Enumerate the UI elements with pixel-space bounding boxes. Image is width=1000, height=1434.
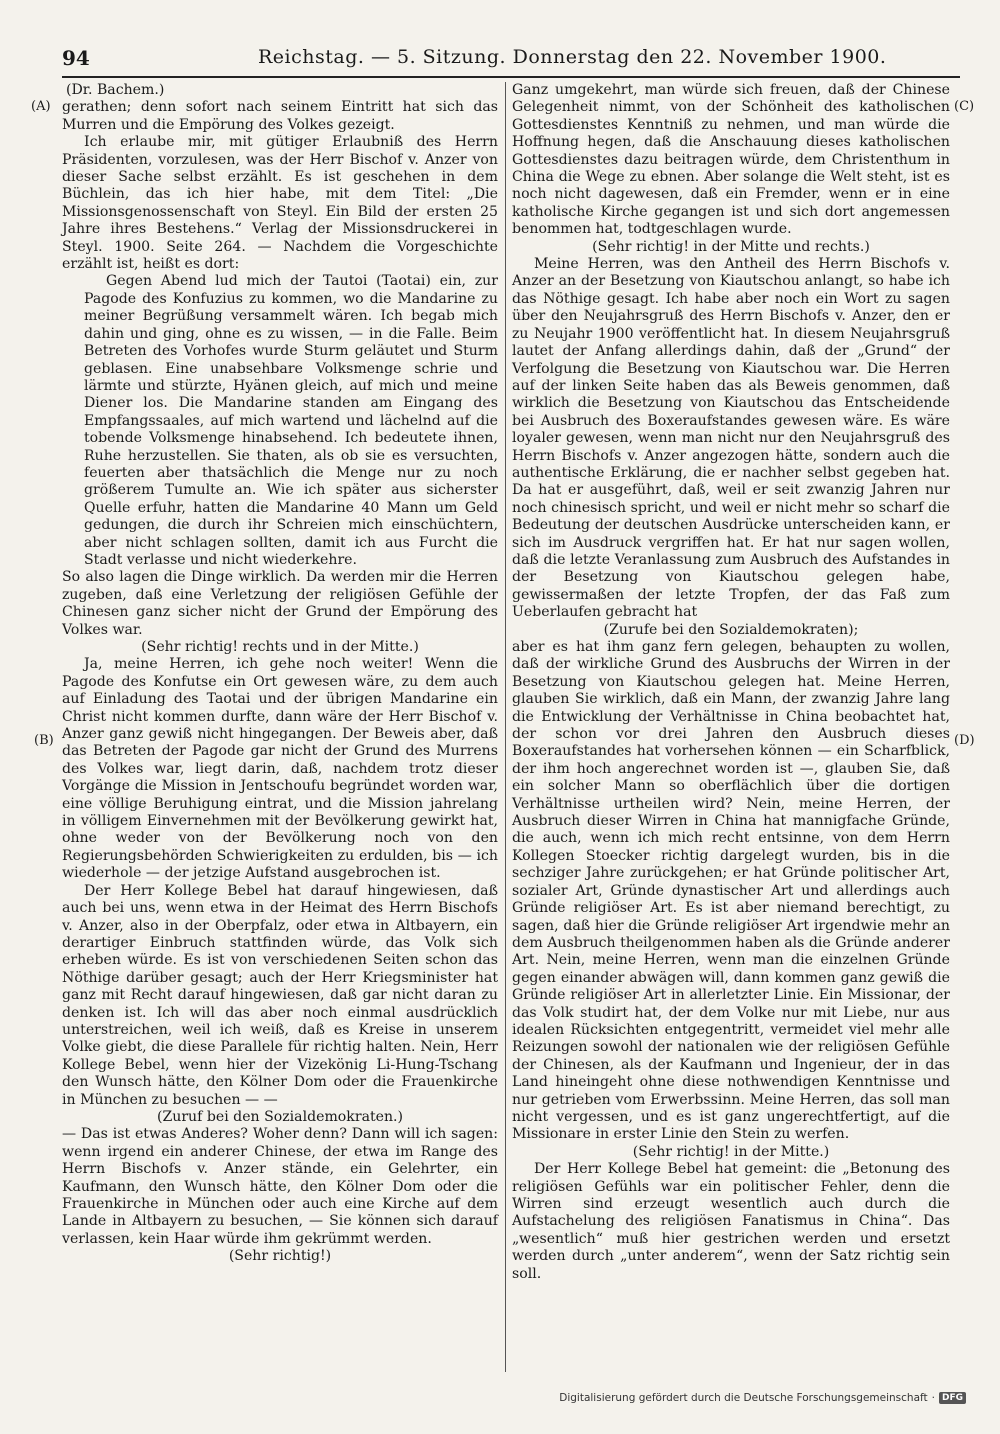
margin-mark-d: (D) xyxy=(954,733,975,748)
right-column xyxy=(512,82,950,1283)
margin-mark-b: (B) xyxy=(34,733,54,748)
paragraph: Meine Herren, was den Antheil des Herrn Bischofs v. Anzer an der Besetzung von Kiautschou anlangt, so habe ich das Nöthige gesagt. Ich habe aber noch ein Wort zu sagen über den Neujahrsgruß des Herrn Bischofs v. Anzer, den er zu Neujahr 1900 veröffentlicht hat. In diesem Neujahrsgruß lautet der Anfang allerdings dahin, daß der „Grund“ der Verfolgung die Besetzung von Kiautschou war. Die Herren auf der linken Seite haben das als Beweis genommen, daß wirklich die Besetzung von Kiautschou das Entscheidende bei Ausbruch des Boxeraufstandes gewesen wäre. Es wäre loyaler gewesen, wenn man nicht nur den Neujahrsgruß des Herrn Bischofs v. Anzer angezogen hätte, sondern auch die authentische Erklärung, die er nachher selbst gegeben hat. Da hat er ausgeführt, daß, weil er seit zwanzig Jahren nur noch chinesisch spricht, und weil er nicht mehr so scharf die Bedeutung der deutschen Ausdrücke unterscheiden kann, er sich im Ausdruck vergriffen hat. Er hat nur sagen wollen, daß die letzte Veranlassung zum Ausbruch des Aufstandes in der Besetzung von Kiautschou gelegen habe, gewissermaßen der letzte Tropfen, der das Faß zum Ueberlaufen gebracht hat xyxy=(512,256,950,621)
page-number: 94 xyxy=(62,46,90,70)
paragraph: So also lagen die Dinge wirklich. Da werden mir die Herren zugeben, daß eine Verletzung der religiösen Gefühle der Chinesen ganz sicher nicht der Grund der Empörung des Volkes war. xyxy=(62,569,498,638)
margin-mark-c: (C) xyxy=(954,99,975,114)
interjection: (Zuruf bei den Sozialdemokraten.) xyxy=(156,1108,404,1125)
interjection: (Sehr richtig! in der Mitte.) xyxy=(632,1143,830,1160)
paragraph: Ja, meine Herren, ich gehe noch weiter! Wenn die Pagode des Konfutse ein Ort gewesen wäre, zu dem auch auf Einladung des Taotai und der übrigen Mandarine ein Christ nicht kommen durfte, dann wäre der Herr Bischof v. Anzer ganz gewiß nicht hingegangen. Der Beweis aber, daß das Betreten der Pagode gar nicht der Grund des Murrens des Volkes war, liegt darin, daß, nachdem trotz dieser Vorgänge die Mission in Jentschoufu begründet worden war, eine völlige Beruhigung eintrat, und die Mission jahrelang in völligem Einvernehmen mit der Bevölkerung gewirkt hat, ohne weder von der Bevölkerung noch von den Regierungsbehörden Schwierigkeiten zu erdulden, bis — ich wiederhole — der jetzige Aufstand ausgebrochen ist. xyxy=(62,656,498,882)
interjection: (Zurufe bei den Sozialdemokraten); xyxy=(603,621,859,638)
quotation: Gegen Abend lud mich der Tautoi (Taotai) ein, zur Pagode des Konfuzius zu kommen, wo die Mandarine zu meiner Begrüßung versammelt wären. Ich begab mich dahin und ging, ohne es zu wissen, — in die Falle. Beim Betreten des Vorhofes wurde Sturm geläutet und Sturm geblasen. Eine unabsehbare Volksmenge schrie und lärmte und stürzte, Hyänen gleich, auf mich und meine Diener los. Die Mandarine standen am Eingang des Empfangssaales, auf mich wartend und lächelnd auf die tobende Volksmenge hinabsehend. Ich bedeutete ihnen, Ruhe herzustellen. Sie thaten, als ob sie es versuchten, feuerten aber thatsächlich die Menge nur zu noch größerem Tumulte an. Wie ich später aus sicherster Quelle erfuhr, hatten die Mandarine 40 Mann um Geld gedungen, die durch ihr Schreien mich einschüchtern, aber nicht schlagen sollten, damit ich aus Furcht die Stadt verlasse und nicht wiederkehre. xyxy=(84,273,498,568)
running-title: Reichstag. — 5. Sitzung. Donnerstag den 22. November 1900. xyxy=(258,46,887,68)
page-footer xyxy=(559,1392,966,1404)
paragraph: Der Herr Kollege Bebel hat gemeint: die „Betonung des religiösen Gefühls war ein politischer Fehler, denn die Wirren sind erzeugt wesentlich auch durch die Aufstachelung des religiösen Fanatismus in China“. Das „wesentlich“ muß hier gestrichen werden und ersetzt werden durch „unter anderem“, wenn der Satz richtig sein soll. xyxy=(512,1161,950,1282)
separator-dot: · xyxy=(931,1392,935,1404)
paragraph: — Das ist etwas Anderes? Woher denn? Dann will ich sagen: wenn irgend ein anderer Chinese, der etwa im Range des Herrn Bischofs v. Anzer stände, ein Gelehrter, ein Kaufmann, den Wunsch hätte, den Kölner Dom oder die Frauenkirche in München oder auch eine Kirche auf dem Lande in Altbayern zu besuchen, — Sie können sich darauf verlassen, kein Haar würde ihm gekrümmt werden. xyxy=(62,1126,498,1247)
paragraph: Ich erlaube mir, mit gütiger Erlaubniß des Herrn Präsidenten, vorzulesen, was der Herr Bischof v. Anzer von dieser Sache selbst erzählt. Es ist geschehen in dem Büchlein, das ich hier habe, mit dem Titel: „Die Missionsgenossenschaft von Steyl. Ein Bild der ersten 25 Jahre ihres Bestehens.“ Verlag der Missionsdruckerei in Steyl. 1900. Seite 264. — Nachdem die Vorgeschichte erzählt ist, heißt es dort: xyxy=(62,134,498,273)
paragraph: aber es hat ihm ganz fern gelegen, behaupten zu wollen, daß der wirkliche Grund des Ausbruchs der Wirren in der Besetzung von Kiautschou gelegen hat. Meine Herren, glauben Sie wirklich, daß ein Mann, der zwanzig Jahre lang die Entwicklung der Verhältnisse in China beobachtet hat, der schon vor drei Jahren den Ausbruch dieses Boxeraufstandes hat vorhersehen können — ein Scharfblick, der ihm hoch angerechnet worden ist —, glauben Sie, daß ein solcher Mann so oberflächlich über die dortigen Verhältnisse urtheilen wird? Nein, meine Herren, der Ausbruch dieser Wirren in China hat mannigfache Gründe, die auch, wenn ich mich recht entsinne, von dem Herrn Kollegen Stoecker richtig dargelegt wurden, bis in die sechziger Jahre zurückgehen; er hat Gründe politischer Art, sozialer Art, Gründe dynastischer Art und allerdings auch Gründe religiöser Art. Es ist aber niemand berechtigt, zu sagen, daß hier die Gründe religiöser Art irgendwie mehr an dem Ausbruch theilgenommen haben als die Gründe anderer Art. Nein, meine Herren, wenn man die einzelnen Gründe gegen einander abwägen will, dann kommen ganz gewiß die Gründe religiöser Art in allerletzter Linie. Ein Missionar, der das Volk studirt hat, der dem Volke nur mit Liebe, nur aus idealen Rücksichten entgegentritt, vermeidet viel mehr alle Reizungen sowohl der nationalen wie der religiösen Gefühle der Chinesen, als der Kaufmann und Ingenieur, der in das Land hineingeht ohne diese nothwendigen Kenntnisse und nur getrieben vom Erwerbssinn. Meine Herren, das soll man nicht vergessen, und es ist ganz ungerechtfertigt, auf die Missionare in erster Linie den Stein zu werfen. xyxy=(512,639,950,1143)
interjection: (Sehr richtig!) xyxy=(228,1248,332,1265)
interjection: (Sehr richtig! rechts und in der Mitte.) xyxy=(141,639,419,655)
left-column xyxy=(62,82,498,1266)
interjection: (Sehr richtig! in der Mitte und rechts.) xyxy=(592,238,870,255)
paragraph: gerathen; denn sofort nach seinem Eintritt hat sich das Murren und die Empörung des Volkes gezeigt. xyxy=(62,99,498,133)
speaker-label: (Dr. Bachem.) xyxy=(66,82,165,98)
page-header xyxy=(62,42,960,78)
dfg-logo-icon: DFG xyxy=(939,1392,966,1404)
margin-mark-a: (A) xyxy=(31,99,51,114)
column-divider xyxy=(505,82,506,1372)
paragraph: Der Herr Kollege Bebel hat darauf hingewiesen, daß auch bei uns, wenn etwa in der Heimat des Herrn Bischofs v. Anzer, also in der Oberpfalz, oder etwa in Altbayern, ein derartiger Einbruch stattfinden würde, das Volk sich erheben würde. Es ist von verschiedenen Seiten schon das Nöthige darüber gesagt; auch der Herr Kriegsminister hat ganz mit Recht darauf hingewiesen, daß gar nicht daran zu denken ist. Ich will das aber noch einmal ausdrücklich unterstreichen, weil ich weiß, daß es Kreise in unserem Volke giebt, die diese Parallele für richtig halten. Nein, Herr Kollege Bebel, wenn hier der Vizekönig Li-Hung-Tschang den Wunsch hätte, den Kölner Dom oder die Frauenkirche in München zu besuchen — — xyxy=(62,882,498,1108)
paragraph: Ganz umgekehrt, man würde sich freuen, daß der Chinese Gelegenheit nimmt, von der Schönheit des katholischen Gottesdienstes Kenntniß zu nehmen, und man würde die Hoffnung hegen, daß die Anschauung dieses katholischen Gottesdienstes dazu beitragen würde, dem Christenthum in China die Wege zu ebnen. Aber solange die Welt steht, ist es noch nicht dagewesen, daß ein Fremder, wenn er in eine katholische Kirche gegangen ist und sich dort angemessen benommen hat, todtgeschlagen wurde. xyxy=(512,82,950,238)
funding-note: Digitalisierung gefördert durch die Deutsche Forschungsgemeinschaft xyxy=(559,1392,928,1404)
